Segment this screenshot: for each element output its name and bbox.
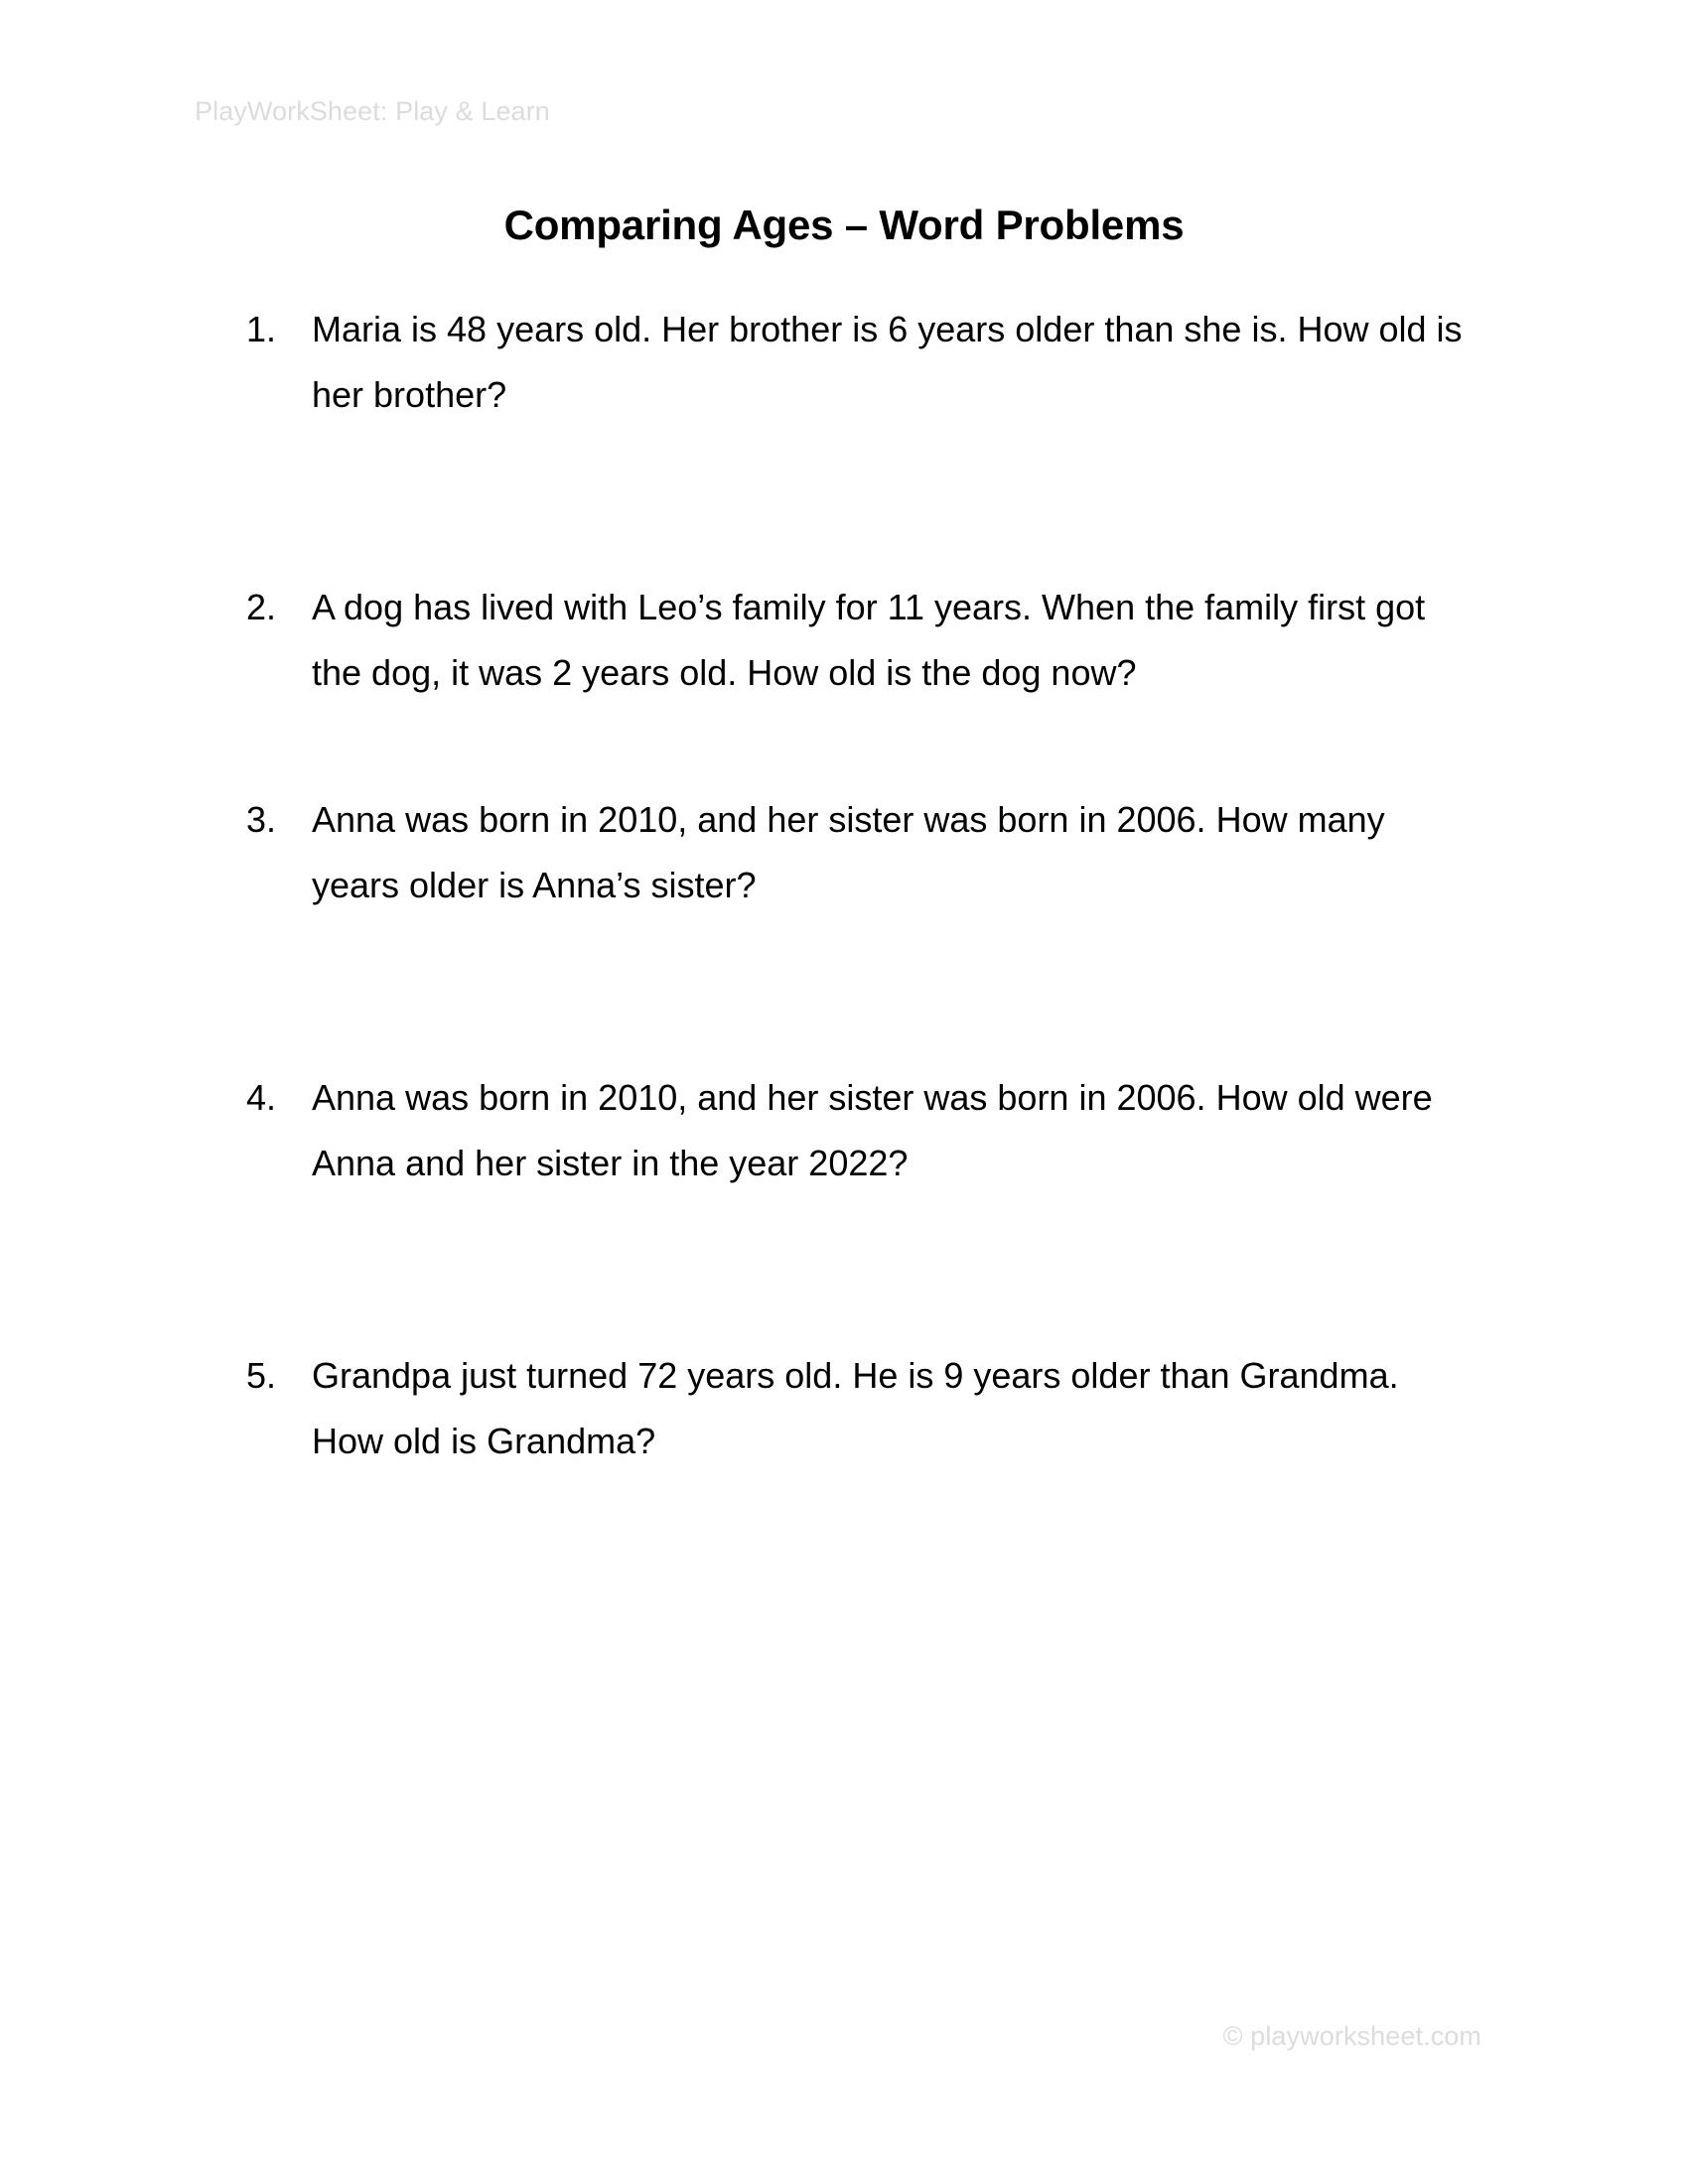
page-title: Comparing Ages – Word Problems xyxy=(503,202,1185,249)
problem-item xyxy=(246,787,1497,918)
problem-text: Grandpa just turned 72 years old. He is 9 years older than Grandma. How old is Grandma? xyxy=(312,1355,1399,1461)
problem-item xyxy=(246,297,1497,428)
problem-text: A dog has lived with Leo’s family for 11 years. When the family first got the dog, it was 2 years old. How old is the dog now? xyxy=(312,587,1426,693)
problem-item xyxy=(246,1065,1497,1196)
problem-list xyxy=(207,297,1497,1474)
problem-item xyxy=(246,1343,1497,1474)
problem-number: 1. xyxy=(246,309,277,349)
problem-text: Anna was born in 2010, and her sister was born in 2006. How old were Anna and her sister in the year 2022? xyxy=(312,1077,1433,1183)
problem-number: 2. xyxy=(246,587,277,627)
problem-number: 5. xyxy=(246,1355,277,1396)
problem-text: Maria is 48 years old. Her brother is 6 years older than she is. How old is her brother? xyxy=(312,309,1463,415)
problem-item xyxy=(246,575,1497,706)
problem-text: Anna was born in 2010, and her sister was born in 2006. How many years older is Anna’s sister? xyxy=(312,799,1385,905)
brand-header: PlayWorkSheet: Play & Learn xyxy=(195,96,550,126)
footer-credit: © playworksheet.com xyxy=(1222,2021,1481,2051)
problem-number: 3. xyxy=(246,799,277,840)
problem-number: 4. xyxy=(246,1077,277,1118)
